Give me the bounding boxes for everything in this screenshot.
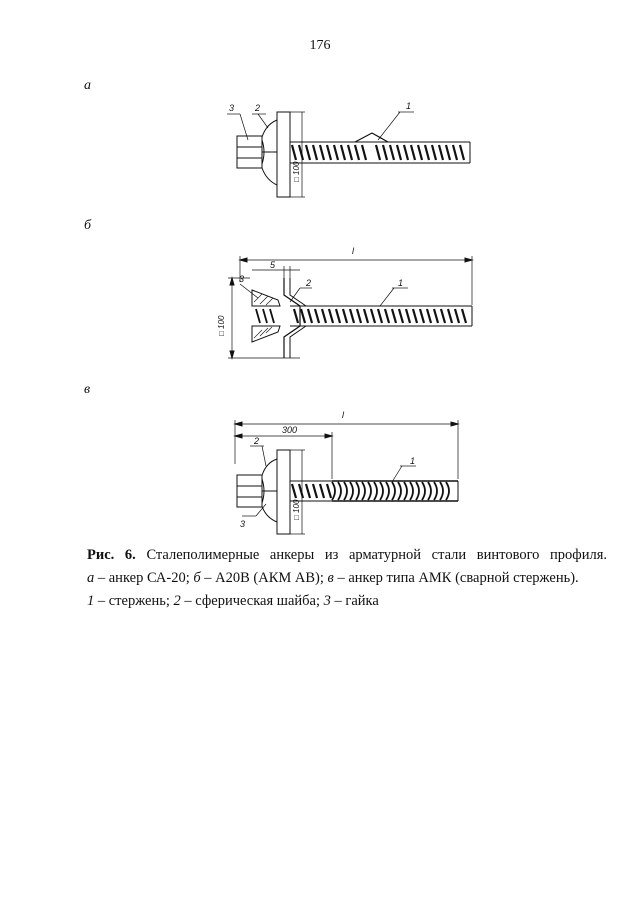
- caption-v-text: – анкер типа АМК (сварной стержень).: [333, 570, 579, 586]
- callout-nut-a: 3: [229, 103, 235, 113]
- dim-small-b: 5: [270, 260, 276, 270]
- figure-caption: [87, 544, 607, 613]
- caption-n1: 1: [87, 593, 95, 609]
- callout-washer-v: 2: [254, 436, 260, 446]
- dim-length-b: l: [352, 246, 354, 256]
- caption-t1: – стержень;: [94, 593, 174, 609]
- caption-a-text: – анкер СА-20;: [94, 570, 194, 586]
- caption-title: Сталеполимерные анкеры из арматурной стали винтового профиля.: [146, 547, 607, 563]
- rod-b: [256, 306, 472, 326]
- callout-rod-b: 1: [398, 278, 404, 288]
- dim-weld-v: 300: [282, 425, 298, 435]
- panel-label-v: в: [84, 382, 91, 397]
- plate-v: [277, 450, 290, 534]
- caption-b-letter: б: [193, 570, 201, 586]
- plate-dim-a: □ 100: [292, 161, 301, 182]
- nut-v: [237, 475, 264, 507]
- callout-nut-v: 3: [240, 519, 246, 529]
- plate-dim-b: □ 100: [217, 315, 226, 336]
- panel-label-a: а: [84, 78, 91, 93]
- callout-washer-b: 2: [306, 278, 312, 288]
- nut-a: [237, 136, 264, 168]
- anchor-drawing-a: [0, 100, 640, 205]
- caption-fig-label: Рис. 6.: [87, 547, 136, 563]
- caption-b-text: – А20В (АКМ АВ);: [200, 570, 328, 586]
- page-number: 176: [309, 38, 331, 53]
- dim-length-v: l: [342, 410, 344, 420]
- caption-v-letter: в: [327, 570, 334, 586]
- anchor-drawing-v: [0, 404, 640, 539]
- rod-v: [290, 481, 458, 501]
- panel-label-b: б: [84, 218, 92, 233]
- callout-rod-a: 1: [406, 101, 412, 111]
- caption-n3: 3: [323, 593, 331, 609]
- nut-hatch-b: [254, 294, 273, 338]
- callout-rod-v: 1: [410, 456, 416, 466]
- caption-n2: 2: [173, 593, 181, 609]
- plate-a: [277, 112, 290, 197]
- caption-a-letter: а: [87, 570, 95, 586]
- plate-dim-v: □ 100: [292, 499, 301, 520]
- anchor-drawing-b: [0, 240, 640, 370]
- callout-washer-a: 2: [255, 103, 261, 113]
- caption-t3: – гайка: [330, 593, 379, 609]
- caption-t2: – сферическая шайба;: [180, 593, 324, 609]
- callout-nut-b: 3: [239, 274, 245, 284]
